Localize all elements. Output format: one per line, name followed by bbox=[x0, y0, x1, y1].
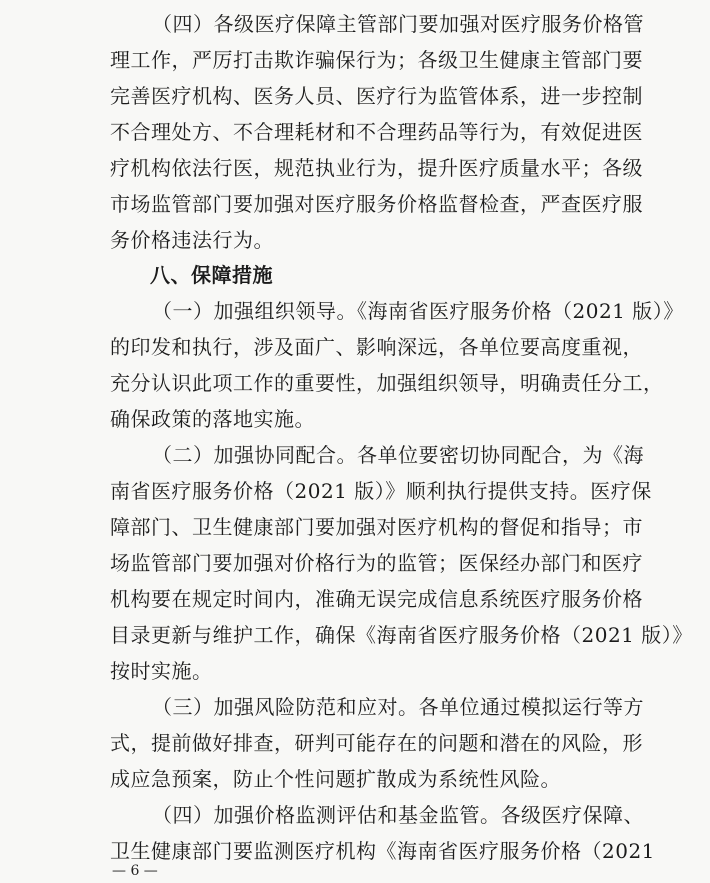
text-line: 理工作，严厉打击欺诈骗保行为；各级卫生健康主管部门要 bbox=[110, 48, 643, 72]
text-line: 充分认识此项工作的重要性，加强组织领导，明确责任分工， bbox=[110, 371, 664, 395]
text-line: 式，提前做好排查，研判可能存在的问题和潜在的风险，形 bbox=[110, 731, 643, 755]
text-line: 成应急预案，防止个性问题扩散成为系统性风险。 bbox=[110, 767, 561, 791]
text-line: （二）加强协同配合。各单位要密切协同配合，为《海 bbox=[152, 443, 644, 467]
text-line: 市场监管部门要加强对医疗服务价格监督检查，严查医疗服 bbox=[110, 192, 643, 216]
text-line: 务价格违法行为。 bbox=[110, 228, 274, 252]
section-heading: 八、保障措施 bbox=[150, 263, 273, 287]
text-line: 确保政策的落地实施。 bbox=[110, 407, 315, 431]
text-line: 障部门、卫生健康部门要加强对医疗机构的督促和指导；市 bbox=[110, 515, 643, 539]
text-line: 机构要在规定时间内，准确无误完成信息系统医疗服务价格 bbox=[110, 587, 643, 611]
text-line: 不合理处方、不合理耗材和不合理药品等行为，有效促进医 bbox=[110, 120, 643, 144]
text-line: （一）加强组织领导。《海南省医疗服务价格（2021 版）》 bbox=[152, 299, 684, 323]
text-line: 场监管部门要加强对价格行为的监管；医保经办部门和医疗 bbox=[110, 551, 643, 575]
text-line: 卫生健康部门要监测医疗机构《海南省医疗服务价格（2021 bbox=[110, 839, 655, 863]
text-line: 疗机构依法行医，规范执业行为，提升医疗质量水平；各级 bbox=[110, 156, 643, 180]
text-line: 南省医疗服务价格（2021 版）》顺利执行提供支持。医疗保 bbox=[110, 479, 652, 503]
text-line: 目录更新与维护工作，确保《海南省医疗服务价格（2021 版）》 bbox=[110, 623, 693, 647]
page-number: — 6 — bbox=[112, 863, 158, 879]
text-line: （三）加强风险防范和应对。各单位通过模拟运行等方 bbox=[152, 695, 644, 719]
text-line: （四）各级医疗保障主管部门要加强对医疗服务价格管 bbox=[152, 12, 644, 36]
text-line: （四）加强价格监测评估和基金监管。各级医疗保障、 bbox=[152, 803, 644, 827]
text-line: 的印发和执行，涉及面广、影响深远，各单位要高度重视， bbox=[110, 335, 643, 359]
text-line: 按时实施。 bbox=[110, 659, 213, 683]
text-line: 完善医疗机构、医务人员、医疗行为监管体系，进一步控制 bbox=[110, 84, 643, 108]
